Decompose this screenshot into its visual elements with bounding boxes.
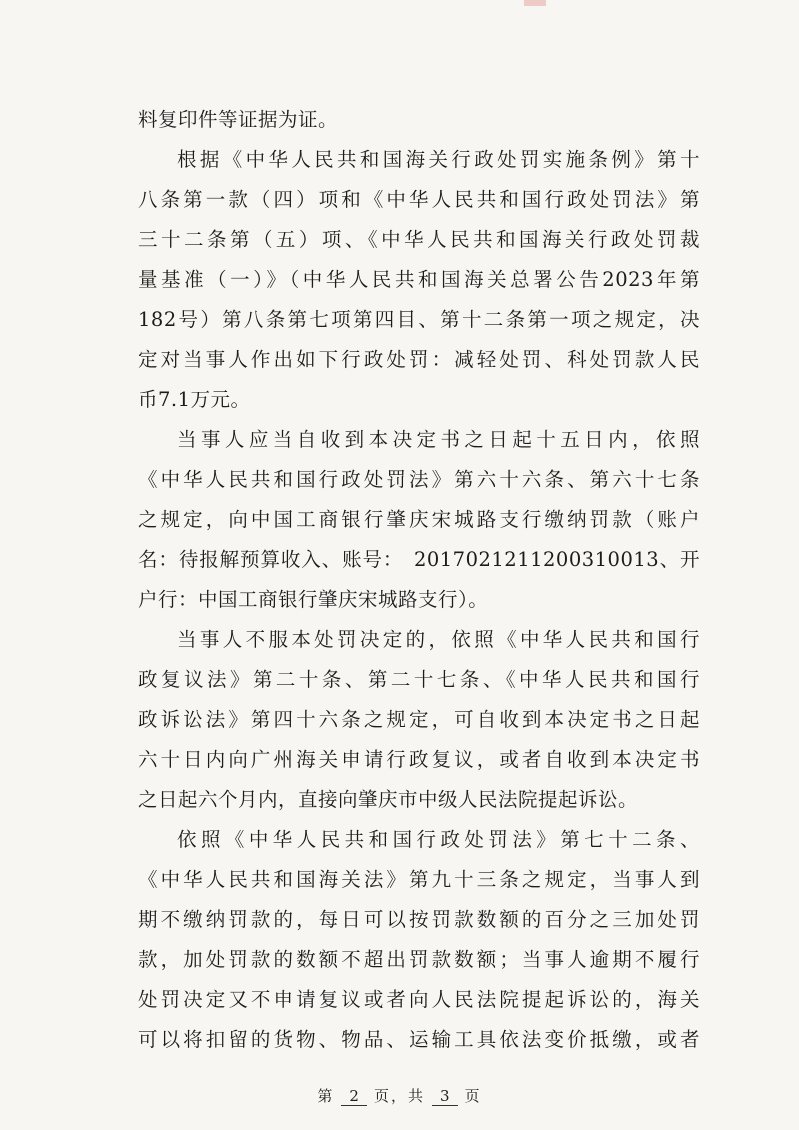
text-line: 依照《中华人民共和国行政处罚法》第七十二条、 xyxy=(177,828,700,851)
text-line: 期不缴纳罚款的，每日可以按罚款数额的百分之三加处罚 xyxy=(138,908,700,931)
text-line: 根据《中华人民共和国海关行政处罚实施条例》第十 xyxy=(177,148,700,171)
text-line: 量基准（一）》（中华人民共和国海关总署公告2023年第 xyxy=(138,268,700,291)
document-body xyxy=(138,100,700,1060)
text-line: 政诉讼法》第四十六条之规定，可自收到本决定书之日起 xyxy=(138,708,700,731)
text-line: 款，加处罚款的数额不超出罚款数额；当事人逾期不履行 xyxy=(138,948,700,971)
footer-suffix: 页 xyxy=(464,1087,482,1105)
text-line: 名：待报解预算收入、账号： 2017021211200310013、开 xyxy=(138,548,700,571)
text-line: 当事人不服本处罚决定的，依照《中华人民共和国行 xyxy=(177,628,700,651)
text-line: 之日起六个月内，直接向肇庆市中级人民法院提起诉讼。 xyxy=(138,788,639,811)
text-line: 八条第一款（四）项和《中华人民共和国行政处罚法》第 xyxy=(138,188,700,211)
text-line: 可以将扣留的货物、物品、运输工具依法变价抵缴，或者 xyxy=(138,1028,700,1051)
text-line: 定对当事人作出如下行政处罚：减轻处罚、科处罚款人民 xyxy=(138,348,700,371)
text-line: 当事人应当自收到本决定书之日起十五日内，依照 xyxy=(177,428,700,451)
scan-edge-mark xyxy=(524,0,546,6)
text-line: 《中华人民共和国海关法》第九十三条之规定，当事人到 xyxy=(138,868,700,891)
text-line: 六十日内向广州海关申请行政复议，或者自收到本决定书 xyxy=(138,748,700,771)
text-line: 182号）第八条第七项第四目、第十二条第一项之规定，决 xyxy=(138,308,700,331)
text-line: 户行：中国工商银行肇庆宋城路支行）。 xyxy=(138,588,489,611)
footer-prefix: 第 xyxy=(317,1087,335,1105)
current-page-number: 2 xyxy=(341,1087,367,1106)
text-line: 《中华人民共和国行政处罚法》第六十六条、第六十七条 xyxy=(138,468,700,491)
text-line: 处罚决定又不申请复议或者向人民法院提起诉讼的，海关 xyxy=(138,988,700,1011)
footer-middle: 页，共 xyxy=(373,1087,425,1105)
page-footer xyxy=(0,1085,799,1106)
text-line: 之规定，向中国工商银行肇庆宋城路支行缴纳罚款（账户 xyxy=(138,508,700,531)
text-line: 政复议法》第二十条、第二十七条、《中华人民共和国行 xyxy=(138,668,700,691)
text-line: 币7.1万元。 xyxy=(138,388,251,411)
total-pages-number: 3 xyxy=(432,1087,458,1106)
text-line: 三十二条第（五）项、《中华人民共和国海关行政处罚裁 xyxy=(138,228,700,251)
text-line: 料复印件等证据为证。 xyxy=(138,108,339,131)
